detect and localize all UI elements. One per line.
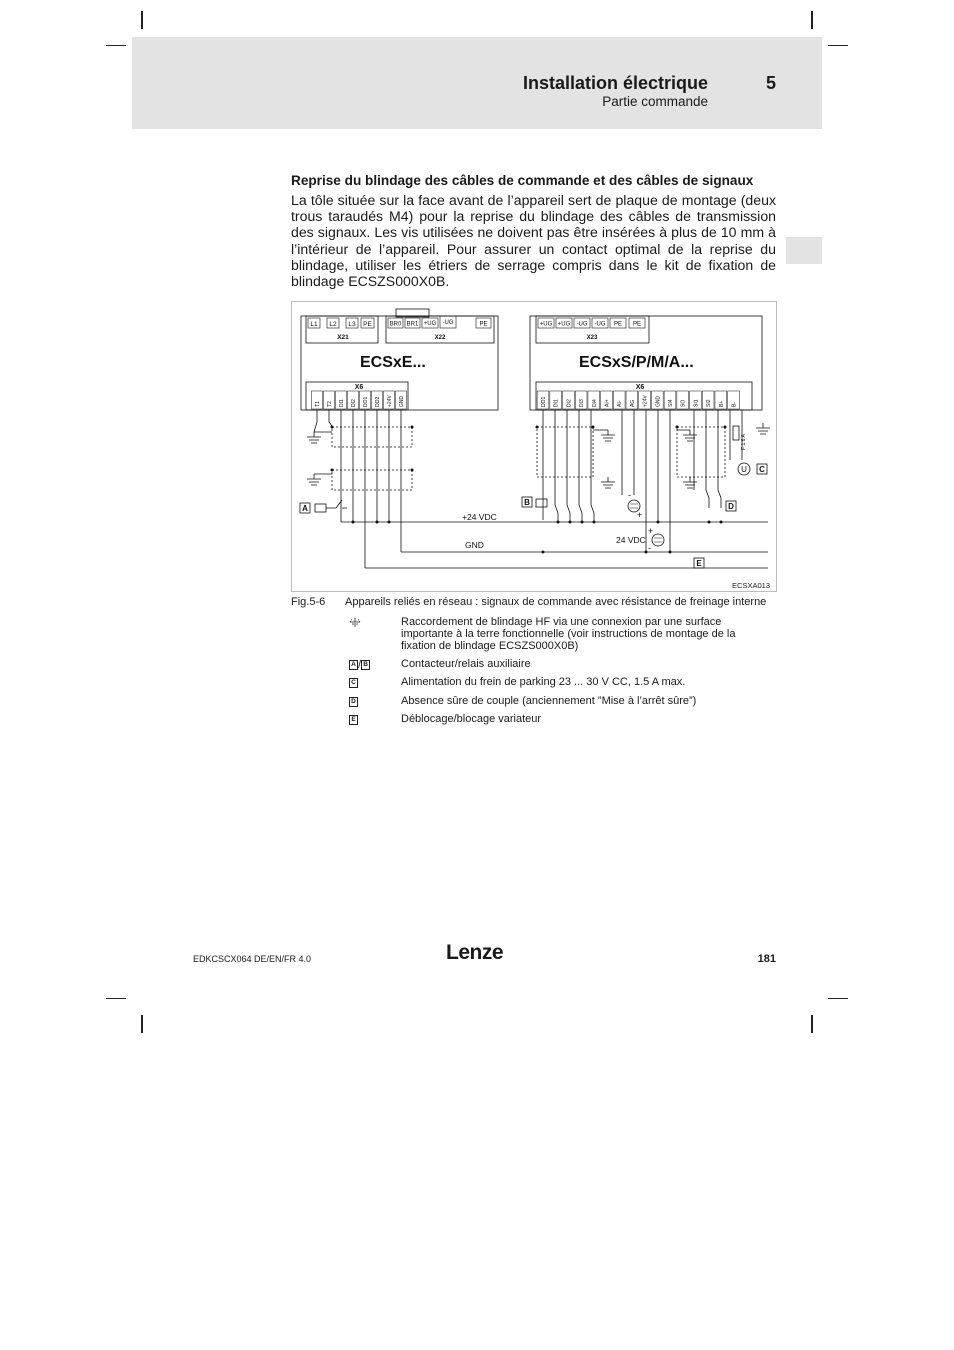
right-x6-pin-label: AI- <box>617 400 624 407</box>
caption-label: Fig.5-6 <box>291 596 326 608</box>
relay-coil-b <box>536 499 547 507</box>
right-x6-pin-label: DO1 <box>541 396 547 407</box>
left-x6-pins <box>312 391 407 409</box>
chapter-side-tab <box>786 237 822 264</box>
shield-clamp <box>332 470 412 490</box>
wiring-diagram <box>292 302 778 593</box>
legend-key-c <box>349 677 358 689</box>
left-x6-pin-label: GND <box>399 395 405 407</box>
crop-mark <box>811 1015 813 1033</box>
right-x6-pin-label: DI1 <box>553 399 560 407</box>
left-x6-pin-label: +24V <box>387 395 393 407</box>
legend-text-enable: Déblocage/blocage variateur <box>401 713 542 725</box>
caption-text: Appareils reliés en réseau : signaux de commande avec résistance de freinage interne <box>345 596 767 608</box>
plus24vdc-label: +24 VDC <box>462 512 497 522</box>
right-x6-pin-label: AG <box>629 399 636 407</box>
earth-symbol-mid-bottom <box>601 477 615 488</box>
x22-pin-label: BR1 <box>406 321 419 328</box>
x21-label: X21 <box>337 334 349 341</box>
left-wires <box>314 410 401 568</box>
crop-mark <box>811 11 813 29</box>
letter-d: D <box>728 502 734 511</box>
shield-clamp <box>537 427 593 477</box>
letter-b: B <box>524 498 530 507</box>
x23-pin-label: -UG <box>594 321 606 328</box>
legend-text-shield: Raccordement de blindage HF via une connexion par une surface importante à la terre fonctionnelle (voir instructions de montage de la fixation de blindage ECSZS000X0B) <box>401 616 736 652</box>
legend-text-brake: Alimentation du frein de parking 23 ... 30 V CC, 1.5 A max. <box>401 676 686 688</box>
supply24-label: 24 VDC <box>616 535 646 545</box>
right-x6-pin-label: SO <box>680 399 687 407</box>
left-x6-pin-label: DI2 <box>351 399 357 407</box>
analog-plus: + <box>637 510 643 520</box>
body-paragraph: La tôle située sur la face avant de l’appareil sert de plaque de montage (deux trous taraudés M4) pour la reprise du blindage des câbles de transmission des signaux. Les vis utilisées ne doivent pas être insérées à plus de 10 mm à l’intérieur de l’appareil. Pour assurer un contact optimal de la reprise du blindage, utiliser les étriers de serrage compris dans le kit de fixation de blindage ECSZS000X0B. <box>291 192 776 290</box>
right-device-name: ECSxS/P/M/A... <box>579 354 694 371</box>
x23-pin-label: +UG <box>539 321 553 328</box>
crop-mark <box>141 11 143 29</box>
legend-key-d <box>349 696 358 708</box>
right-x6-pin-label: AI+ <box>604 399 611 407</box>
supply-plus: + <box>648 526 654 536</box>
x23-label: X23 <box>586 335 598 341</box>
x23-pin-label: -UG <box>576 321 588 328</box>
right-x6-pin-label: DI2 <box>566 399 573 407</box>
earth-symbol-left-top <box>307 432 332 443</box>
x22-pin-label: PE <box>479 321 488 328</box>
crop-mark <box>828 998 848 999</box>
legend-box-c: C <box>349 678 358 688</box>
x21-pin-label: L3 <box>348 321 356 328</box>
figure-frame <box>291 301 777 592</box>
right-x6-pin-label: DI3 <box>579 399 586 407</box>
section-heading: Reprise du blindage des câbles de commande et des câbles de signaux <box>291 173 754 188</box>
right-x6-pin-label: DI4 <box>591 399 598 407</box>
right-x6-pin-label: SI2 <box>706 399 713 407</box>
figure-id: ECSXA013 <box>732 581 770 590</box>
left-x6-pin-label: T2 <box>327 401 333 407</box>
x22-pin-label: BR0 <box>389 321 402 328</box>
boxed-letters <box>300 464 767 568</box>
x21-pin-label: L1 <box>310 321 318 328</box>
left-x6-pin-label: T1 <box>315 401 321 407</box>
crop-mark <box>106 45 126 46</box>
left-device-name: ECSxE... <box>360 354 426 371</box>
shield-dots <box>331 426 727 472</box>
bus-dots <box>352 521 723 554</box>
x22-pins <box>388 316 491 341</box>
left-x6-label: X6 <box>354 384 364 391</box>
gnd-label: GND <box>465 540 484 550</box>
right-x6-pin-label: SI4 <box>668 399 674 407</box>
right-x6-pin-label: B+ <box>718 400 725 407</box>
chapter-title: Installation électrique <box>522 73 708 93</box>
x22-pin-label: -UG <box>442 320 454 326</box>
legend-box-d: D <box>349 697 358 707</box>
legend-key-e <box>349 714 358 726</box>
legend-key-separator: / <box>358 659 362 671</box>
earth-symbol-left-bottom <box>307 474 332 485</box>
right-x6-pins <box>537 391 739 409</box>
relay-contact-a <box>326 500 347 508</box>
right-x6-pin-label: SI1 <box>693 399 700 407</box>
x23-pin-label: +UG <box>557 321 571 328</box>
legend-box-b: B <box>361 660 370 670</box>
right-x6-pin-label: +24V <box>642 395 649 407</box>
supply-minus: - <box>648 543 651 553</box>
chapter-subtitle: Partie commande <box>602 94 708 109</box>
x21-pins <box>308 318 374 341</box>
legend-text-relay: Contacteur/relais auxiliaire <box>401 658 531 670</box>
x22-pin-label: +UG <box>423 321 437 327</box>
left-x6-pin-label: DO1 <box>363 396 369 407</box>
shield-clamps <box>332 427 725 490</box>
left-x6-pin-label: DO2 <box>375 396 381 407</box>
supply-24v <box>652 534 664 546</box>
x23-pin-label: PE <box>613 321 623 328</box>
legend-text-sto: Absence sûre de couple (anciennement ”Mise à l’arrêt sûre”) <box>401 695 697 707</box>
shield-clamp <box>332 427 412 447</box>
earth-symbol-mid-top <box>593 430 615 441</box>
page-number: 181 <box>757 953 776 965</box>
right-x6-label: X6 <box>635 384 645 391</box>
crop-mark <box>106 998 126 999</box>
x21-pin-label: PE <box>363 321 372 328</box>
chapter-number: 5 <box>765 73 776 93</box>
crop-mark <box>828 45 848 46</box>
earth-symbol-right-bottom <box>683 477 697 488</box>
analog-minus: - <box>628 490 631 500</box>
letter-a: A <box>302 504 308 513</box>
legend-key-ab <box>349 659 370 671</box>
footer-doc-ref: EDKCSCX064 DE/EN/FR 4.0 <box>193 954 312 964</box>
fuse-label: F 1.6 A <box>741 434 747 450</box>
x22-label: X22 <box>434 335 446 341</box>
crop-mark <box>141 1015 143 1033</box>
letter-c: C <box>759 465 765 474</box>
right-wires <box>543 410 742 552</box>
letter-e: E <box>696 559 702 568</box>
legend-box-a: A <box>349 660 358 670</box>
x21-pin-label: L2 <box>329 321 337 328</box>
brake-u-label: U <box>741 465 747 474</box>
earth-symbols <box>307 423 770 488</box>
relay-coil-a <box>315 504 326 512</box>
shield-symbol-icon <box>349 617 361 630</box>
x23-pins <box>538 318 645 341</box>
x23-pin-label: PE <box>632 321 642 328</box>
right-x6-pin-label: GND <box>655 395 662 407</box>
lenze-logo: Lenze <box>446 941 504 964</box>
fuse <box>733 426 739 440</box>
right-x6-pin-label: B- <box>731 402 738 407</box>
earth-symbol-far-right <box>756 423 770 434</box>
left-x6-pin-label: DI1 <box>339 399 345 407</box>
legend-box-e: E <box>349 715 358 725</box>
